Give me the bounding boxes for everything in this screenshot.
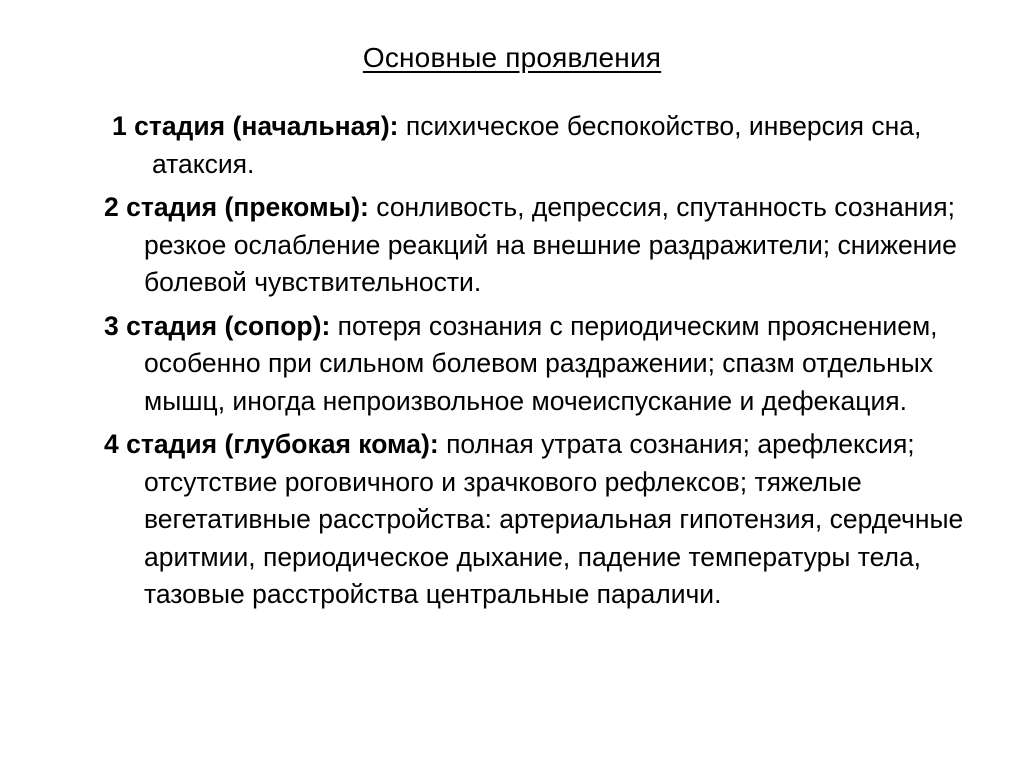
stage-item-4 — [104, 426, 964, 614]
slide-title: Основные проявления — [362, 42, 662, 73]
stage-label: 1 стадия (начальная): — [112, 111, 399, 141]
stage-text: полная утрата сознания; арефлексия; отсутствие роговичного и зрачкового рефлексов; тяжелые вегетативные расстройства: артериальная гипотензия, сердечные аритмии, периодическое дыхание, падение температуры тела, тазовые расстройства центральные параличи. — [144, 429, 964, 609]
stages-list — [104, 108, 964, 620]
stage-label: 2 стадия (прекомы): — [104, 192, 369, 222]
stage-text: сонливость, депрессия, спутанность сознания; резкое ослабление реакций на внешние раздражители; снижение болевой чувствительности. — [144, 192, 957, 297]
stage-item-2 — [104, 189, 964, 302]
stage-text: потеря сознания с периодическим прояснением, особенно при сильном болевом раздражении; спазм отдельных мышц, иногда непроизвольное мочеиспускание и дефекация. — [144, 310, 938, 416]
stage-text: психическое беспокойство, инверсия сна, атаксия. — [152, 111, 922, 179]
stage-label: 4 стадия (глубокая кома): — [104, 429, 439, 459]
stage-item-3 — [104, 308, 964, 421]
stage-label: 3 стадия (сопор): — [104, 310, 331, 341]
stage-item-1 — [112, 108, 964, 183]
